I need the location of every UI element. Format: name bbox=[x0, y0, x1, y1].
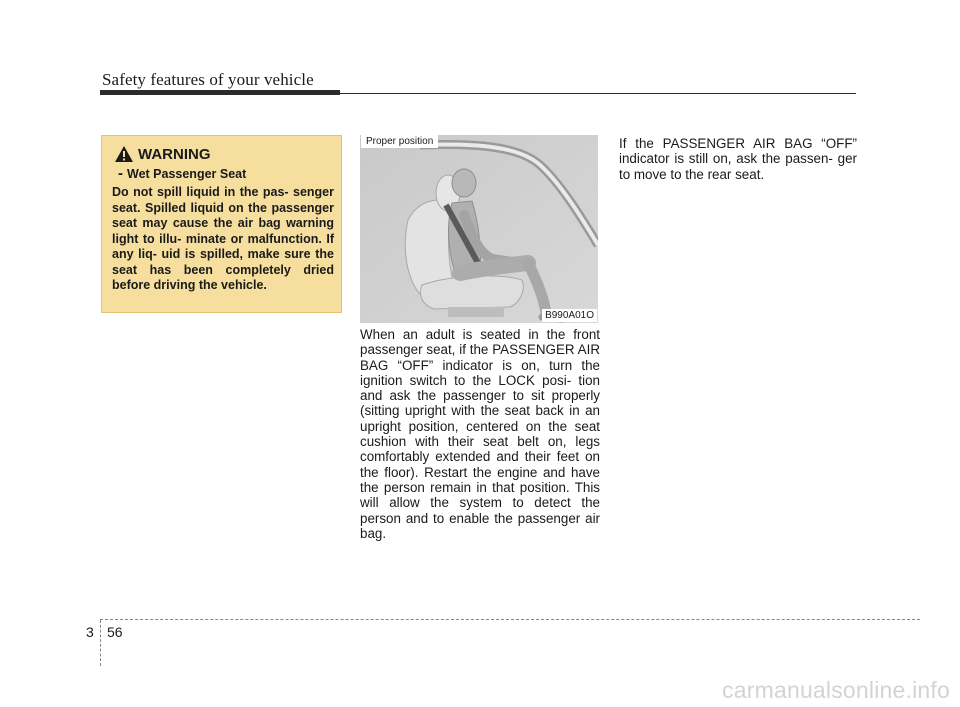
page-number: 56 bbox=[107, 624, 123, 640]
warning-subtitle bbox=[118, 165, 246, 182]
illustration-figure bbox=[360, 135, 598, 323]
header-bar bbox=[100, 90, 340, 95]
footer-vertical-rule bbox=[100, 620, 101, 666]
footer-rule bbox=[100, 619, 920, 620]
paragraph-right: If the PASSENGER AIR BAG “OFF” indicator is still on, ask the passen- ger to move to the rear seat. bbox=[619, 136, 857, 182]
warning-box bbox=[101, 135, 342, 313]
header-rule bbox=[340, 93, 856, 94]
section-title: Safety features of your vehicle bbox=[102, 70, 314, 89]
seated-passenger-illustration bbox=[360, 135, 598, 323]
figure-caption: Proper position bbox=[361, 135, 438, 148]
figure-code: B990A01O bbox=[542, 309, 597, 322]
page-chapter: 3 bbox=[86, 624, 94, 640]
warning-triangle-icon bbox=[114, 145, 134, 163]
warning-subtitle-text: Wet Passenger Seat bbox=[127, 167, 247, 181]
warning-body: Do not spill liquid in the pas- senger seat. Spilled liquid on the passenger seat may cause the air bag warning light to illu- minate or malfunction. If any liq- uid is spilled, make sure the seat has been completely dried before driving the vehicle. bbox=[112, 185, 334, 292]
warning-title: WARNING bbox=[138, 145, 211, 163]
warning-header bbox=[114, 145, 211, 163]
warning-dash: - bbox=[118, 165, 123, 182]
paragraph-middle: When an adult is seated in the front passenger seat, if the PASSENGER AIR BAG “OFF” indicator is on, turn the ignition switch to the LOCK posi- tion and ask the passenger to sit properly (sitting upright with the seat back in an upright position, centered on the seat cushion with their seat belt on, legs comfortably extended and their feet on the floor). Restart the engine and have the person remain in that position. This will allow the system to detect the person and to enable the passenger air bag. bbox=[360, 327, 600, 541]
watermark: carmanualsonline.info bbox=[722, 677, 950, 703]
